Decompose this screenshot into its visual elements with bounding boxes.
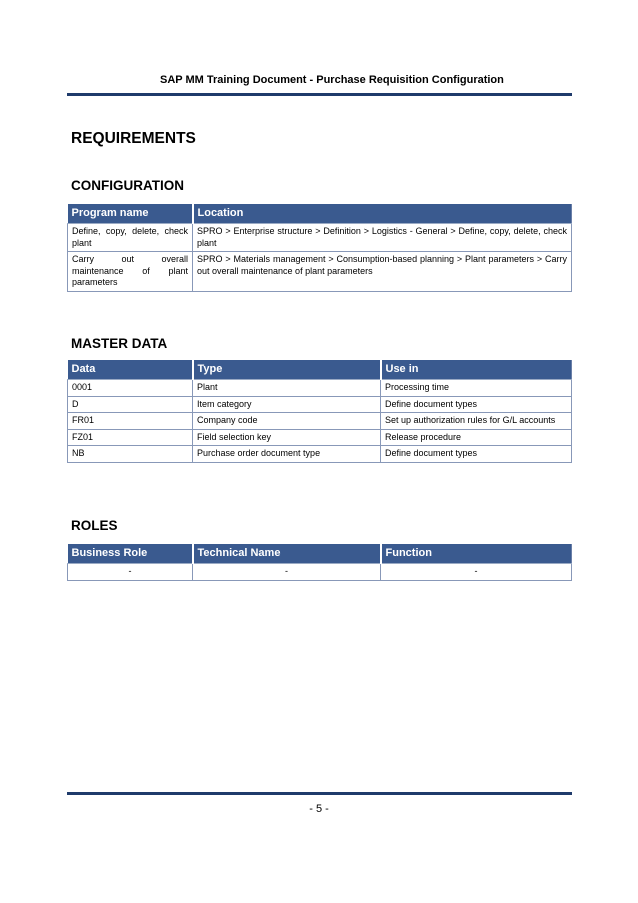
column-header: Technical Name <box>193 544 381 564</box>
table-header-row <box>68 204 572 224</box>
program-name-cell: Define, copy, delete, check plant <box>68 224 193 252</box>
use-in-cell: Processing time <box>381 380 572 397</box>
column-header: Data <box>68 360 193 380</box>
table-row <box>68 396 572 413</box>
data-cell: 0001 <box>68 380 193 397</box>
table-row <box>68 224 572 252</box>
location-cell: SPRO > Enterprise structure > Definition > Logistics - General > Define, copy, delete, check plant <box>193 224 572 252</box>
table-row <box>68 429 572 446</box>
column-header: Function <box>381 544 572 564</box>
data-cell: FR01 <box>68 413 193 430</box>
roles-heading: ROLES <box>71 518 118 533</box>
use-in-cell: Define document types <box>381 446 572 463</box>
column-header: Type <box>193 360 381 380</box>
location-cell: SPRO > Materials management > Consumption-based planning > Plant parameters > Carry out overall maintenance of plant parameters <box>193 252 572 292</box>
use-in-cell: Define document types <box>381 396 572 413</box>
configuration-heading: CONFIGURATION <box>71 178 184 193</box>
table-row <box>68 446 572 463</box>
table-row <box>68 380 572 397</box>
master-data-heading: MASTER DATA <box>71 336 168 351</box>
column-header: Location <box>193 204 572 224</box>
requirements-heading: REQUIREMENTS <box>71 130 196 147</box>
table-row <box>68 252 572 292</box>
technical-name-cell: - <box>193 564 381 581</box>
column-header: Business Role <box>68 544 193 564</box>
table-header-row <box>68 360 572 380</box>
type-cell: Plant <box>193 380 381 397</box>
header-rule <box>67 93 572 96</box>
type-cell: Item category <box>193 396 381 413</box>
table-row <box>68 413 572 430</box>
roles-table <box>67 544 572 581</box>
use-in-cell: Set up authorization rules for G/L accounts <box>381 413 572 430</box>
type-cell: Field selection key <box>193 429 381 446</box>
data-cell: FZ01 <box>68 429 193 446</box>
table-header-row <box>68 544 572 564</box>
configuration-table <box>67 204 572 292</box>
type-cell: Company code <box>193 413 381 430</box>
type-cell: Purchase order document type <box>193 446 381 463</box>
program-name-cell: Carry out overall maintenance of plant parameters <box>68 252 193 292</box>
data-cell: NB <box>68 446 193 463</box>
master-data-table <box>67 360 572 463</box>
table-row <box>68 564 572 581</box>
footer-rule <box>67 792 572 795</box>
use-in-cell: Release procedure <box>381 429 572 446</box>
data-cell: D <box>68 396 193 413</box>
column-header: Use in <box>381 360 572 380</box>
document-header-title: SAP MM Training Document - Purchase Requisition Configuration <box>160 74 504 86</box>
page-number: - 5 - <box>309 803 329 815</box>
column-header: Program name <box>68 204 193 224</box>
function-cell: - <box>381 564 572 581</box>
business-role-cell: - <box>68 564 193 581</box>
